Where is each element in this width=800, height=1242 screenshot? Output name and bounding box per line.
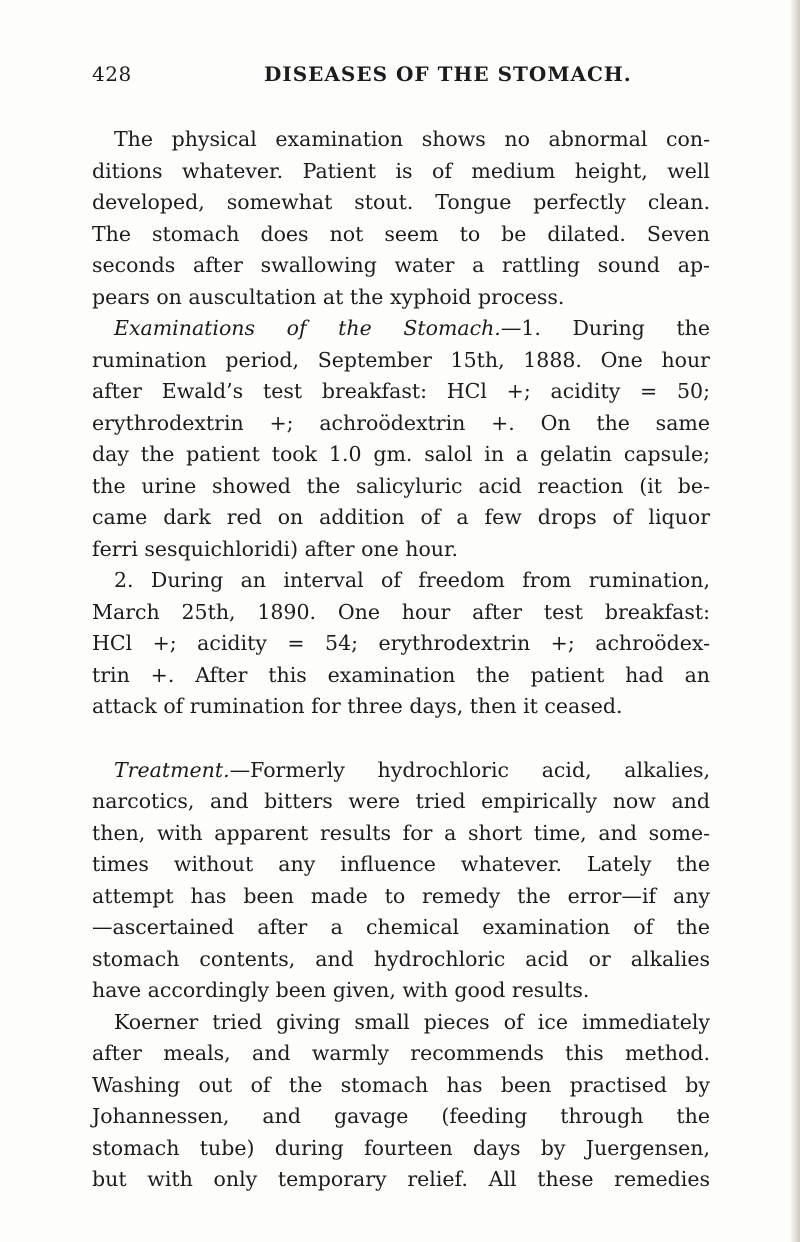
text-line: attack of rumination for three days, then it ceased.	[92, 694, 623, 718]
text-line: ferri sesquichloridi) after one hour.	[92, 536, 459, 561]
text-line: March 25th, 1890. One hour after test breakfast:	[92, 599, 710, 624]
text-line: ditions whatever. Patient is of medium height, well	[92, 158, 710, 183]
text-line: trin +. After this examination the patient had an	[92, 662, 710, 687]
text-line: erythrodextrin +; achroödextrin +. On the same	[92, 410, 710, 435]
text-line: attempt has been made to remedy the error—if any	[92, 883, 710, 908]
page-edge-shadow	[791, 0, 800, 1242]
text-line: but with only temporary relief. All these remedies	[92, 1167, 710, 1191]
text-line: The stomach does not seem to be dilated. Seven	[92, 221, 710, 246]
text-line: narcotics, and bitters were tried empirically now and	[92, 789, 710, 813]
text-line: stomach contents, and hydrochloric acid or alkalies	[92, 946, 710, 971]
text-line: HCl +; acidity = 54; erythrodextrin +; achroödex-	[92, 631, 710, 655]
text-line: stomach tube) during fourteen days by Juergensen,	[92, 1135, 710, 1160]
text-line: seconds after swallowing water a rattling sound ap-	[92, 253, 710, 277]
text-line-examinations	[92, 313, 710, 345]
text-line: rumination period, September 15th, 1888. One hour	[92, 347, 710, 372]
page-header	[92, 62, 710, 90]
examinations-line-rest: —1. During the	[500, 316, 710, 340]
text-line: Koerner tried giving small pieces of ice immediately	[114, 1009, 710, 1034]
treatment-heading: Treatment.	[114, 757, 230, 782]
text-line: day the patient took 1.0 gm. salol in a gelatin capsule;	[92, 442, 710, 466]
text-line: after meals, and warmly recommends this method.	[92, 1041, 710, 1065]
text-line: developed, somewhat stout. Tongue perfectly clean.	[92, 190, 710, 214]
treatment-line-rest: —Formerly hydrochloric acid, alkalies,	[229, 757, 710, 782]
text-line: the urine showed the salicyluric acid reaction (it be-	[92, 473, 710, 498]
text-line: 2. During an interval of freedom from rumination,	[114, 568, 710, 592]
page-number: 428	[92, 62, 132, 86]
text-line: came dark red on addition of a few drops of liquor	[92, 505, 710, 529]
text-line: after Ewald’s test breakfast: HCl +; acidity = 50;	[92, 379, 710, 403]
running-head: DISEASES OF THE STOMACH.	[264, 62, 632, 86]
text-line: Washing out of the stomach has been practised by	[92, 1072, 710, 1097]
text-line: The physical examination shows no abnormal con-	[114, 127, 710, 151]
examinations-heading: Examinations of the Stomach.	[114, 316, 501, 340]
text-line-treatment	[92, 755, 710, 787]
text-line: times without any influence whatever. Lately the	[92, 852, 710, 876]
text-line: have accordingly been given, with good results.	[92, 978, 590, 1002]
body-text	[92, 124, 710, 1196]
text-line: Johannessen, and gavage (feeding through the	[92, 1104, 710, 1128]
text-line: then, with apparent results for a short time, and some-	[92, 820, 710, 845]
text-line: pears on auscultation at the xyphoid process.	[92, 284, 565, 309]
text-line: —ascertained after a chemical examination of the	[92, 915, 710, 939]
